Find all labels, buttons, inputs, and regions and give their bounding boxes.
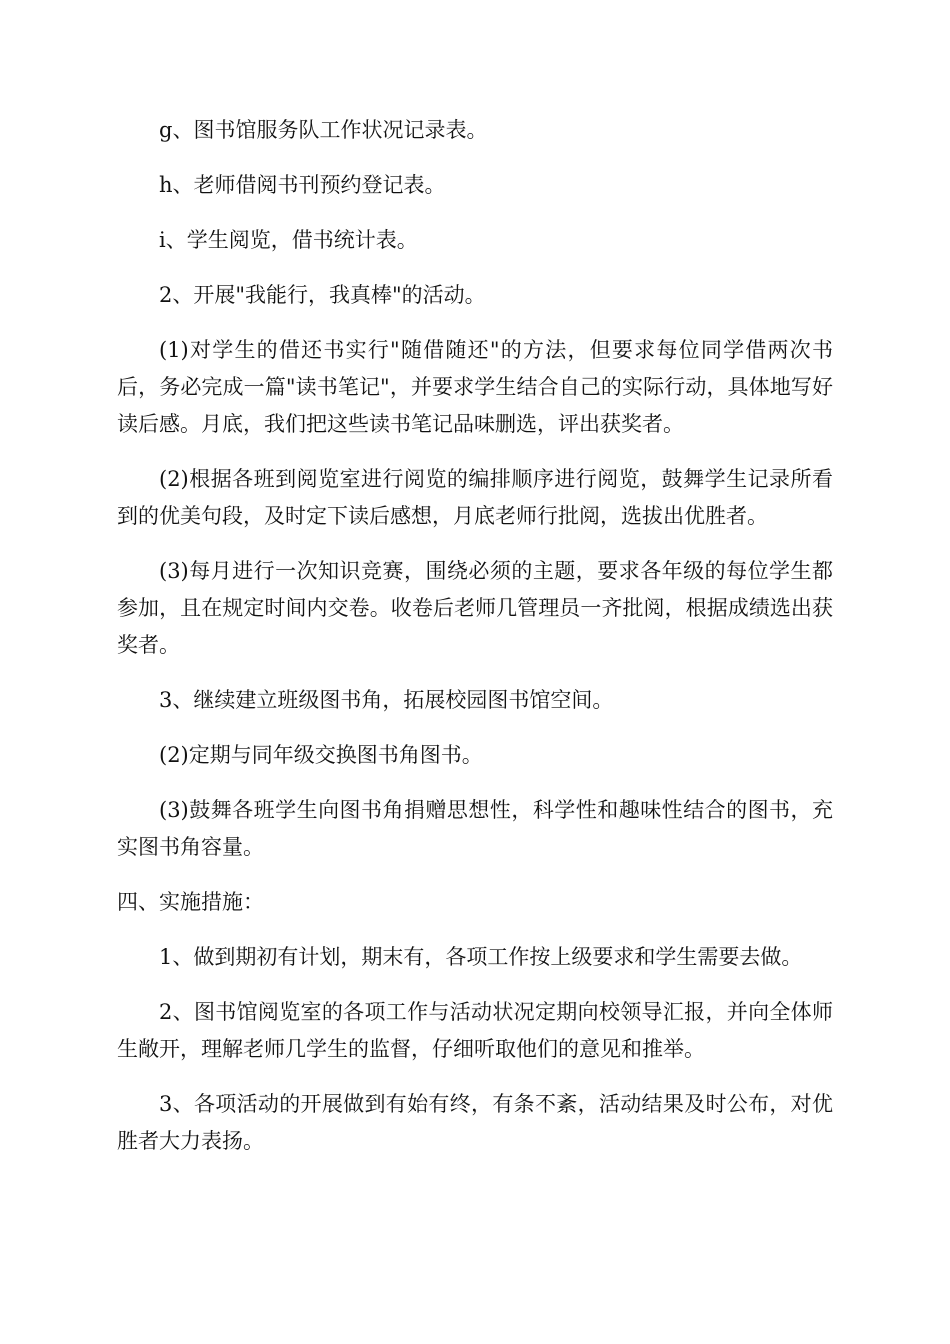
paragraph-item-g: g、图书馆服务队工作状况记录表。 xyxy=(159,118,488,142)
paragraph-item-i: i、学生阅览，借书统计表。 xyxy=(159,228,418,252)
paragraph-sub-2b: (2)定期与同年级交换图书角图书。 xyxy=(159,743,483,767)
paragraph-sub-2: (2)根据各班到阅览室进行阅览的编排顺序进行阅览，鼓舞学生记录所看到的优美句段，及时定下读后感想，月底老师行批阅，选拔出优胜者。 xyxy=(117,467,833,528)
paragraph-measure-1: 1、做到期初有计划，期末有，各项工作按上级要求和学生需要去做。 xyxy=(159,945,803,969)
paragraph-sub-3b: (3)鼓舞各班学生向图书角捐赠思想性，科学性和趣味性结合的图书，充实图书角容量。 xyxy=(117,798,833,859)
paragraph-sub-1: (1)对学生的借还书实行"随借随还"的方法，但要求每位同学借两次书后，务必完成一篇"读书笔记"，并要求学生结合自己的实际行动，具体地写好读后感。月底，我们把这些读书笔记品味删选，评出获奖者。 xyxy=(117,338,833,436)
paragraph-measure-3: 3、各项活动的开展做到有始有终，有条不紊，活动结果及时公布，对优胜者大力表扬。 xyxy=(117,1092,833,1153)
paragraph-section-3: 3、继续建立班级图书角，拓展校园图书馆空间。 xyxy=(159,688,614,712)
paragraph-measure-2: 2、图书馆阅览室的各项工作与活动状况定期向校领导汇报，并向全体师生敞开，理解老师几学生的监督，仔细听取他们的意见和推举。 xyxy=(117,1000,833,1061)
paragraph-item-h: h、老师借阅书刊预约登记表。 xyxy=(159,173,446,197)
document-body xyxy=(117,112,833,1178)
section-heading-measures: 四、实施措施： xyxy=(117,890,264,914)
paragraph-section-2: 2、开展"我能行，我真棒"的活动。 xyxy=(159,283,486,307)
paragraph-sub-3: (3)每月进行一次知识竞赛，围绕必须的主题，要求各年级的每位学生都参加，且在规定时间内交卷。收卷后老师几管理员一齐批阅，根据成绩选出获奖者。 xyxy=(117,559,833,657)
